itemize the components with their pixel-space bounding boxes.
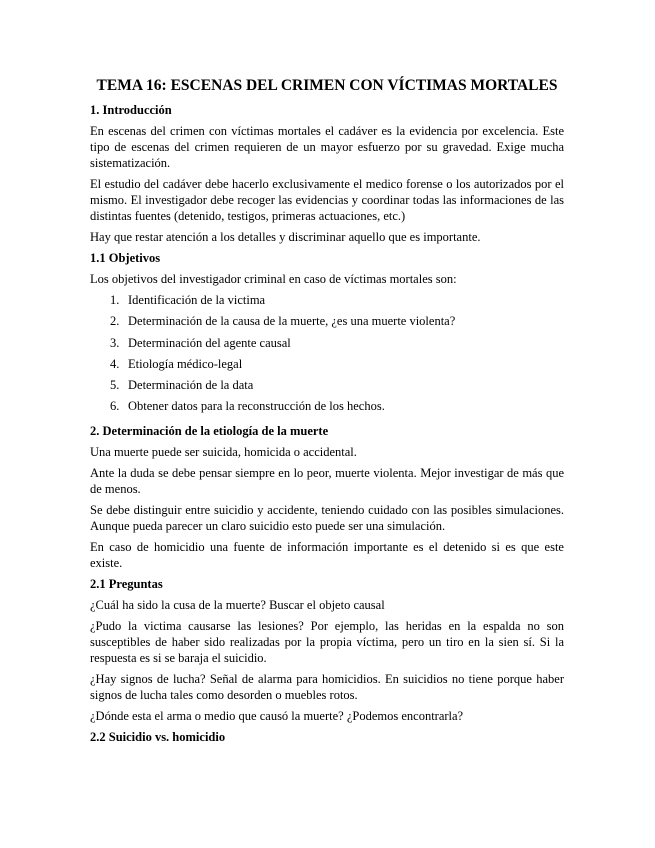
list-number: 2.: [110, 314, 120, 329]
list-item: [90, 398, 564, 419]
paragraph: ¿Cuál ha sido la cusa de la muerte? Buscar el objeto causal: [90, 597, 385, 612]
document-title: TEMA 16: ESCENAS DEL CRIMEN CON VÍCTIMAS MORTALES: [96, 77, 558, 94]
list-item: [90, 292, 564, 313]
paragraph: Se debe distinguir entre suicidio y accidente, teniendo cuidado con las posibles simulaciones. Aunque pueda parecer un claro suicidio esto puede ser una simulación.: [90, 502, 564, 533]
list-number: 4.: [110, 356, 120, 371]
list-item: [90, 313, 564, 334]
list-number: 6.: [110, 399, 120, 414]
list-item-text: Identificación de la victima: [128, 293, 266, 307]
paragraph: ¿Hay signos de lucha? Señal de alarma para homicidios. En suicidios no tiene porque haber signos de lucha tales como desorden o muebles rotos.: [90, 671, 564, 702]
paragraph: ¿Pudo la victima causarse las lesiones? Por ejemplo, las heridas en la espalda no son susceptibles de haber sido realizadas por la propia víctima, pero un tiro en la sien sí. Si la respuesta es si se baraja el suicidio.: [90, 618, 564, 665]
document-page: [90, 76, 564, 750]
paragraph: Hay que restar atención a los detalles y discriminar aquello que es importante.: [90, 230, 481, 244]
list-item: [90, 356, 564, 377]
list-item-text: Obtener datos para la reconstrucción de los hechos.: [128, 399, 385, 414]
section-heading-etiologia: 2. Determinación de la etiología de la muerte: [90, 423, 329, 438]
list-item: [90, 335, 564, 356]
paragraph: ¿Dónde esta el arma o medio que causó la muerte? ¿Podemos encontrarla?: [90, 708, 464, 723]
list-number: 5.: [110, 378, 120, 393]
section-heading-preguntas: 2.1 Preguntas: [90, 576, 163, 591]
list-item-text: Etiología médico-legal: [128, 356, 243, 371]
section-heading-introduccion: 1. Introducción: [90, 103, 172, 117]
section-heading-suicidio-vs-homicidio: 2.2 Suicidio vs. homicidio: [90, 729, 226, 744]
paragraph: Los objetivos del investigador criminal en caso de víctimas mortales son:: [90, 272, 457, 286]
list-item-text: Determinación del agente causal: [128, 335, 291, 350]
paragraph: En caso de homicidio una fuente de información importante es el detenido si es que este existe.: [90, 539, 564, 570]
section-heading-objetivos: 1.1 Objetivos: [90, 251, 161, 265]
paragraph: El estudio del cadáver debe hacerlo exclusivamente el medico forense o los autorizados por el mismo. El investigador debe recoger las evidencias y coordinar todas las informaciones de las distintas fuentes (detenido, testigos, primeras actuaciones, etc.): [90, 177, 564, 223]
list-item: [90, 377, 564, 398]
list-item-text: Determinación de la causa de la muerte, ¿es una muerte violenta?: [128, 314, 456, 329]
objectives-list: [90, 292, 564, 420]
paragraph: En escenas del crimen con víctimas mortales el cadáver es la evidencia por excelencia. Este tipo de escenas del crimen requieren de un mayor esfuerzo por su gravedad. Exige mucha sistematización.: [90, 124, 564, 170]
paragraph: Ante la duda se debe pensar siempre en lo peor, muerte violenta. Mejor investigar de más que de menos.: [90, 465, 564, 496]
list-number: 3.: [110, 335, 120, 350]
list-item-text: Determinación de la data: [128, 378, 254, 393]
list-number: 1.: [110, 293, 120, 307]
paragraph: Una muerte puede ser suicida, homicida o accidental.: [90, 444, 357, 459]
